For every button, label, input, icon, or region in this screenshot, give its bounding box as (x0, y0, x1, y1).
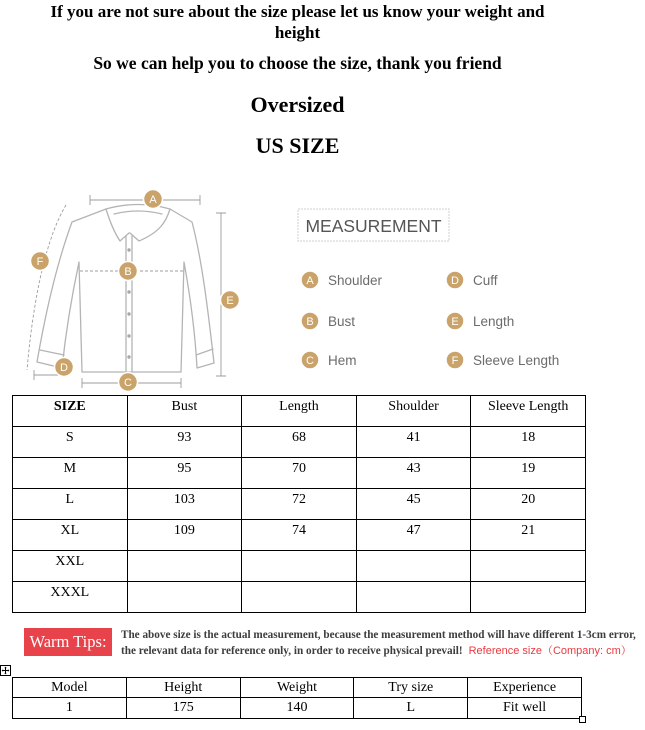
size-label-cell: S (13, 427, 128, 458)
bust-cell (127, 582, 242, 613)
legend-item-hem (301, 351, 357, 369)
sleeve-length-cell: 21 (471, 520, 586, 551)
legend-item-cuff (446, 271, 498, 289)
bust-cell: 95 (127, 458, 242, 489)
try-size-header: Try size (354, 678, 468, 698)
model-cell: 1 (13, 698, 127, 719)
marker-c (119, 373, 138, 392)
size-header: SIZE (13, 396, 128, 427)
size-row-s (13, 427, 586, 458)
placket-button-dot (127, 355, 130, 358)
shoulder-cell: 47 (356, 520, 471, 551)
marker-a-letter: A (149, 194, 157, 206)
marker-f (31, 252, 50, 271)
size-table-header-row (13, 396, 586, 427)
length-cell (242, 582, 357, 613)
warm-tips-text-line2-main: the relevant data for reference only, in order to receive physical prevail! (121, 645, 463, 657)
weight-cell: 140 (240, 698, 354, 719)
sleeve-length-cell: 19 (471, 458, 586, 489)
marker-b (119, 262, 138, 281)
marker-b-letter: B (124, 266, 132, 278)
warm-tips-badge: Warm Tips: (24, 628, 112, 656)
bust-cell: 109 (127, 520, 242, 551)
legend-item-label: Cuff (473, 273, 498, 288)
size-label-cell: XXXL (13, 582, 128, 613)
size-row-m (13, 458, 586, 489)
sleeve-length-cell: 20 (471, 489, 586, 520)
size-label-cell: L (13, 489, 128, 520)
legend-item-shoulder (301, 271, 383, 289)
warm-tips-text-line1: The above size is the actual measurement, because the measurement method will have different 1-3cm error, (121, 629, 636, 641)
size-label-cell: XL (13, 520, 128, 551)
diagram-markers (31, 190, 240, 392)
marker-e-letter: E (226, 295, 234, 307)
marker-a (144, 190, 163, 209)
length-cell (242, 551, 357, 582)
shoulder-cell (356, 582, 471, 613)
reference-size-note: Reference size（Company: cm） (468, 645, 632, 657)
table-resize-handle-icon[interactable] (579, 716, 586, 723)
dimension-line-f (27, 205, 66, 370)
size-label-cell: XXL (13, 551, 128, 582)
placket-button-dot (127, 290, 130, 293)
bust-cell: 103 (127, 489, 242, 520)
shoulder-cell: 43 (356, 458, 471, 489)
model-table-header-row (13, 678, 582, 698)
model-row (13, 698, 582, 719)
size-chart-table (12, 395, 586, 613)
legend-item-label: Hem (328, 353, 357, 368)
placket-button-dot (127, 334, 130, 337)
height-cell: 175 (126, 698, 240, 719)
model-fit-table (12, 677, 582, 719)
height-header: Height (126, 678, 240, 698)
try-size-cell: L (354, 698, 468, 719)
fit-heading: Oversized (250, 92, 345, 117)
experience-cell: Fit well (468, 698, 582, 719)
sleeve-length-header: Sleeve Length (471, 396, 586, 427)
experience-header: Experience (468, 678, 582, 698)
weight-header: Weight (240, 678, 354, 698)
intro-text-line2: height (274, 23, 321, 42)
legend-marker-letter: C (306, 355, 314, 367)
sleeve-length-cell: 18 (471, 427, 586, 458)
warm-tips-text-line2 (121, 644, 632, 658)
shoulder-cell (356, 551, 471, 582)
bust-cell (127, 551, 242, 582)
shoulder-header: Shoulder (356, 396, 471, 427)
sleeve-length-cell (471, 582, 586, 613)
marker-c-letter: C (124, 377, 132, 389)
intro-text-line3: So we can help you to choose the size, thank you friend (93, 53, 502, 73)
legend-marker-letter: B (306, 316, 314, 328)
legend-item-label: Length (473, 314, 515, 329)
size-label-cell: M (13, 458, 128, 489)
legend-item-label: Sleeve Length (473, 353, 560, 368)
measurement-diagram (0, 180, 595, 395)
shirt-placket (126, 236, 132, 372)
legend-title: MEASUREMENT (305, 216, 442, 236)
shirt-collar (106, 205, 170, 242)
shoulder-cell: 41 (356, 427, 471, 458)
marker-f-letter: F (36, 256, 44, 268)
legend-marker-letter: E (451, 316, 459, 328)
shirt-illustration (37, 205, 214, 373)
measurement-legend (298, 209, 559, 369)
table-move-handle-icon[interactable] (0, 663, 11, 674)
length-cell: 72 (242, 489, 357, 520)
length-cell: 68 (242, 427, 357, 458)
intro-text-line1: If you are not sure about the size please let us know your weight and (50, 2, 545, 21)
legend-marker-letter: A (306, 275, 314, 287)
legend-item-length (446, 312, 514, 330)
size-row-xl (13, 520, 586, 551)
legend-item-sleeve-length (446, 351, 559, 369)
length-cell: 70 (242, 458, 357, 489)
length-header: Length (242, 396, 357, 427)
bust-cell: 93 (127, 427, 242, 458)
size-row-l (13, 489, 586, 520)
marker-d (55, 358, 74, 377)
placket-button-dot (127, 312, 130, 315)
legend-marker-letter: F (451, 355, 459, 367)
shoulder-cell: 45 (356, 489, 471, 520)
marker-e (221, 291, 240, 310)
legend-item-label: Shoulder (328, 273, 383, 288)
legend-marker-letter: D (451, 275, 459, 287)
legend-item-bust (301, 312, 355, 330)
size-standard-heading: US SIZE (255, 133, 340, 158)
length-cell: 74 (242, 520, 357, 551)
marker-d-letter: D (60, 362, 68, 374)
size-row-xxl (13, 551, 586, 582)
model-header: Model (13, 678, 127, 698)
bust-header: Bust (127, 396, 242, 427)
placket-button-dot (127, 248, 130, 251)
size-row-xxxl (13, 582, 586, 613)
legend-item-label: Bust (328, 314, 356, 329)
sleeve-length-cell (471, 551, 586, 582)
